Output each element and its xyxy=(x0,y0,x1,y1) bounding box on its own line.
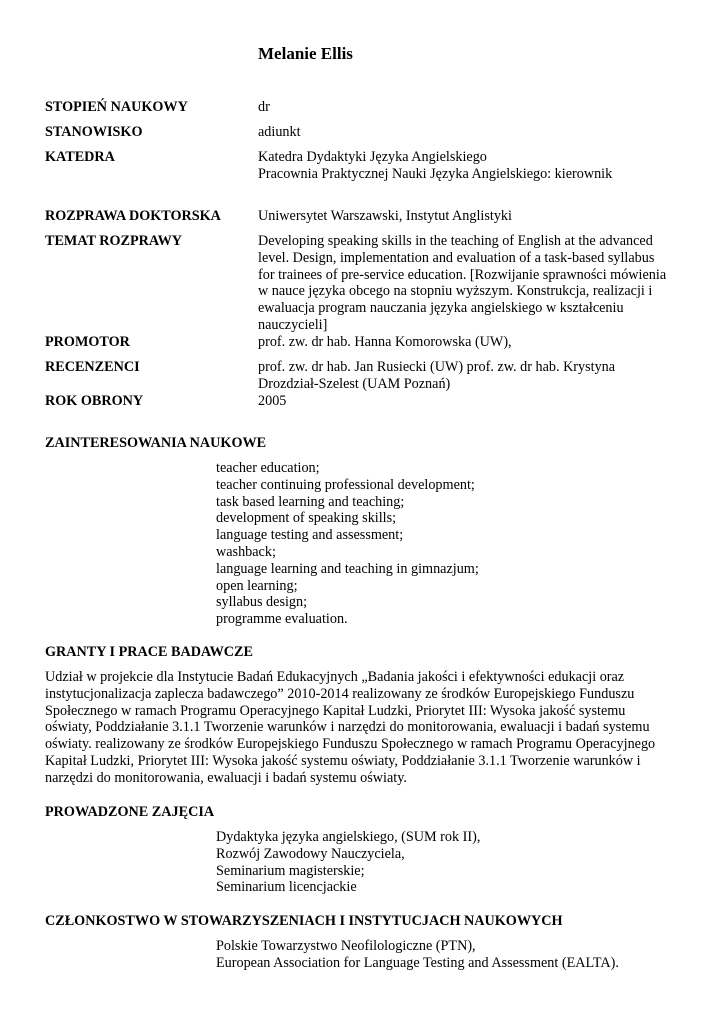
topic-line: Developing speaking skills in the teaching of English at the advanced xyxy=(258,233,653,249)
department-line: Pracownia Praktycznej Nauki Języka Angielskiego: kierownik xyxy=(258,165,613,182)
grants-line: narzędzi do monitorowania, ewaluacji i badań systemu oświaty. xyxy=(45,769,407,786)
topic-value xyxy=(258,233,688,334)
grants-line: instytucjonalizacja zaplecza badawczego” 2010-2014 realizowany ze środków Europejskiego Funduszu xyxy=(45,685,635,702)
degree-label: STOPIEŃ NAUKOWY xyxy=(45,99,188,115)
interest-item: language learning and teaching in gimnazjum; xyxy=(216,560,479,577)
interest-item: language testing and assessment; xyxy=(216,527,404,544)
class-item: Rozwój Zawodowy Nauczyciela, xyxy=(216,845,405,862)
membership-item: European Association for Language Testing and Assessment (EALTA). xyxy=(216,954,619,971)
grants-heading: GRANTY I PRACE BADAWCZE xyxy=(45,644,253,660)
department-value xyxy=(258,149,688,183)
interest-item: development of speaking skills; xyxy=(216,510,397,527)
interest-item: open learning; xyxy=(216,577,298,594)
person-name: Melanie Ellis xyxy=(258,44,353,63)
class-item: Seminarium licencjackie xyxy=(216,879,357,896)
membership-heading: CZŁONKOSTWO W STOWARZYSZENIACH I INSTYTUCJACH NAUKOWYCH xyxy=(45,913,563,929)
interest-item: syllabus design; xyxy=(216,594,308,611)
interest-item: task based learning and teaching; xyxy=(216,493,405,510)
department-line: Katedra Dydaktyki Języka Angielskiego xyxy=(258,149,487,165)
interests-heading: ZAINTERESOWANIA NAUKOWE xyxy=(45,435,267,451)
position-label: STANOWISKO xyxy=(45,124,143,140)
topic-line: for trainees of pre-service education. [Rozwijanie sprawności mówienia xyxy=(258,266,667,283)
topic-line: nauczycieli] xyxy=(258,316,328,333)
promoter-value: prof. zw. dr hab. Hanna Komorowska (UW), xyxy=(258,334,512,350)
interest-item: programme evaluation. xyxy=(216,611,348,628)
reviewers-line: Drozdział-Szelest (UAM Poznań) xyxy=(258,375,451,392)
classes-list xyxy=(216,829,696,896)
topic-label: TEMAT ROZPRAWY xyxy=(45,233,183,249)
classes-heading: PROWADZONE ZAJĘCIA xyxy=(45,804,215,820)
class-item: Dydaktyka języka angielskiego, (SUM rok II), xyxy=(216,829,481,845)
interest-item: teacher continuing professional development; xyxy=(216,476,475,493)
reviewers-line: prof. zw. dr hab. Jan Rusiecki (UW) prof. zw. dr hab. Krystyna xyxy=(258,359,616,375)
degree-value: dr xyxy=(258,99,270,115)
topic-line: w nauce języka obcego na stopniu wyższym. Konstrukcja, realizacji i xyxy=(258,283,653,300)
interests-list xyxy=(216,460,696,628)
promoter-label: PROMOTOR xyxy=(45,334,130,350)
interest-item: washback; xyxy=(216,543,276,560)
membership-item: Polskie Towarzystwo Neofilologiczne (PTN), xyxy=(216,938,476,954)
year-value: 2005 xyxy=(258,393,287,409)
interest-item: teacher education; xyxy=(216,460,320,476)
class-item: Seminarium magisterskie; xyxy=(216,862,365,879)
grants-line: Udział w projekcie dla Instytucie Badań Edukacyjnych „Badania jakości i efektywności edukacji oraz xyxy=(45,669,625,685)
position-value: adiunkt xyxy=(258,124,301,140)
grants-line: Społecznego w ramach Programu Operacyjnego Kapitał Ludzki, Priorytet III: Wysoka jakość systemu xyxy=(45,702,626,719)
membership-list xyxy=(216,938,696,972)
grants-line: oświaty. realizowany ze środków Europejskiego Funduszu Społecznego w ramach Programu Operacyjnego xyxy=(45,736,656,753)
grants-line: oświaty, Poddziałanie 3.1.1 Tworzenie warunków i narzędzi do monitorowania, ewaluacji i badań systemu xyxy=(45,719,650,736)
topic-line: ewaluacja program nauczania języka angielskiego w kształceniu xyxy=(258,300,624,317)
grants-line: Kapitał Ludzki, Priorytet III: Wysoka jakość systemu oświaty, Poddziałanie 3.1.1 Tworzenie warunków i xyxy=(45,752,641,769)
department-label: KATEDRA xyxy=(45,149,115,165)
topic-line: level. Design, implementation and evaluation of a task-based syllabus xyxy=(258,249,655,266)
thesis-label: ROZPRAWA DOKTORSKA xyxy=(45,208,221,224)
thesis-value: Uniwersytet Warszawski, Instytut Anglistyki xyxy=(258,208,512,224)
year-label: ROK OBRONY xyxy=(45,393,144,409)
grants-paragraph xyxy=(45,669,693,787)
reviewers-label: RECENZENCI xyxy=(45,359,140,375)
reviewers-value xyxy=(258,359,688,393)
